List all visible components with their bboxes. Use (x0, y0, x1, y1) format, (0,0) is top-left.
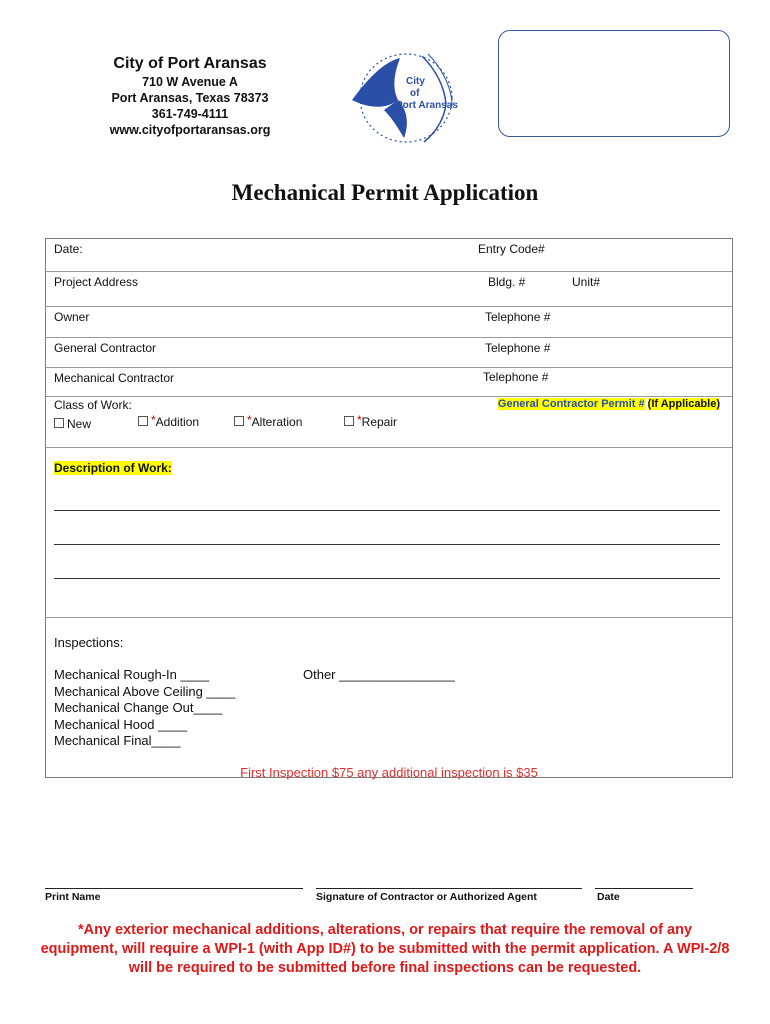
fee-note: First Inspection $75 any additional inspection is $35 (240, 765, 538, 780)
mc-telephone-label: Telephone # (483, 370, 549, 384)
inspection-item: Mechanical Final____ (54, 733, 181, 748)
description-line-3[interactable] (54, 578, 720, 579)
inspection-item: Mechanical Above Ceiling ____ (54, 683, 236, 699)
inspection-item: Mechanical Change Out____ (54, 700, 223, 715)
owner-telephone-label: Telephone # (485, 310, 551, 324)
description-line-2[interactable] (54, 544, 720, 545)
signature-label: Signature of Contractor or Authorized Agent (316, 891, 537, 903)
city-address-line1: 710 W Avenue A (142, 75, 238, 89)
page-title: Mechanical Permit Application (231, 180, 539, 205)
city-name: City of Port Aransas (113, 55, 267, 72)
city-address-line2: Port Aransas, Texas 78373 (111, 91, 269, 105)
logo-text-of: of (410, 88, 420, 99)
row-owner (46, 307, 732, 338)
checkbox-icon[interactable] (54, 418, 64, 428)
bldg-label: Bldg. # (488, 275, 526, 289)
inspection-other: Other ________________ (303, 667, 455, 682)
checkbox-icon[interactable] (138, 416, 148, 426)
description-label: Description of Work: (54, 461, 172, 475)
city-header (80, 54, 300, 138)
gc-telephone-label: Telephone # (485, 341, 551, 355)
project-address-label: Project Address (54, 275, 139, 289)
gc-permit-label: General Contractor Permit # (If Applicable) (497, 398, 720, 410)
gc-permit-note: (If Applicable) (647, 398, 720, 410)
inspections-list (54, 667, 235, 750)
row-date (46, 239, 732, 272)
sailfish-logo-icon (348, 48, 464, 146)
logo-text-name: Port Aransas (396, 100, 458, 111)
office-stamp-box (498, 30, 730, 137)
class-option-new[interactable]: New (54, 415, 91, 431)
date-label: Date: (54, 242, 83, 256)
inspection-item: Mechanical Rough-In ____ (54, 667, 210, 682)
logo-text-city: City (406, 76, 425, 87)
date-line[interactable] (595, 888, 693, 889)
checkbox-icon[interactable] (344, 416, 354, 426)
row-project-address (46, 272, 732, 307)
unit-label: Unit# (572, 275, 601, 289)
row-mechanical-contractor (46, 368, 732, 397)
inspection-item: Mechanical Hood ____ (54, 716, 187, 732)
owner-label: Owner (54, 310, 90, 324)
description-line-1[interactable] (54, 510, 720, 511)
checkbox-icon[interactable] (234, 416, 244, 426)
divider (46, 617, 732, 618)
entry-code-label: Entry Code# (478, 242, 545, 256)
date-signature-label: Date (597, 891, 620, 903)
city-phone: 361-749-4111 (151, 107, 229, 121)
general-contractor-label: General Contractor (54, 341, 157, 355)
permit-form (45, 238, 733, 778)
divider (46, 447, 732, 448)
inspections-label: Inspections: (54, 635, 124, 650)
class-option-addition[interactable]: *Addition (138, 413, 199, 429)
print-name-label: Print Name (45, 891, 101, 903)
class-of-work-label: Class of Work: (54, 398, 132, 412)
print-name-line[interactable] (45, 888, 303, 889)
class-option-repair[interactable]: *Repair (344, 413, 397, 429)
wpi-notice: *Any exterior mechanical additions, alterations, or repairs that require the removal of any equipment, will require a WPI-1 (with App ID#) to be submitted with the permit application. A WPI-2/8 will be required to be submitted before final inspections can be requested. (40, 922, 730, 976)
city-website: www.cityofportaransas.org (109, 123, 271, 137)
class-option-alteration[interactable]: *Alteration (234, 413, 302, 429)
signature-line[interactable] (316, 888, 582, 889)
mechanical-contractor-label: Mechanical Contractor (54, 371, 175, 385)
row-general-contractor (46, 338, 732, 368)
